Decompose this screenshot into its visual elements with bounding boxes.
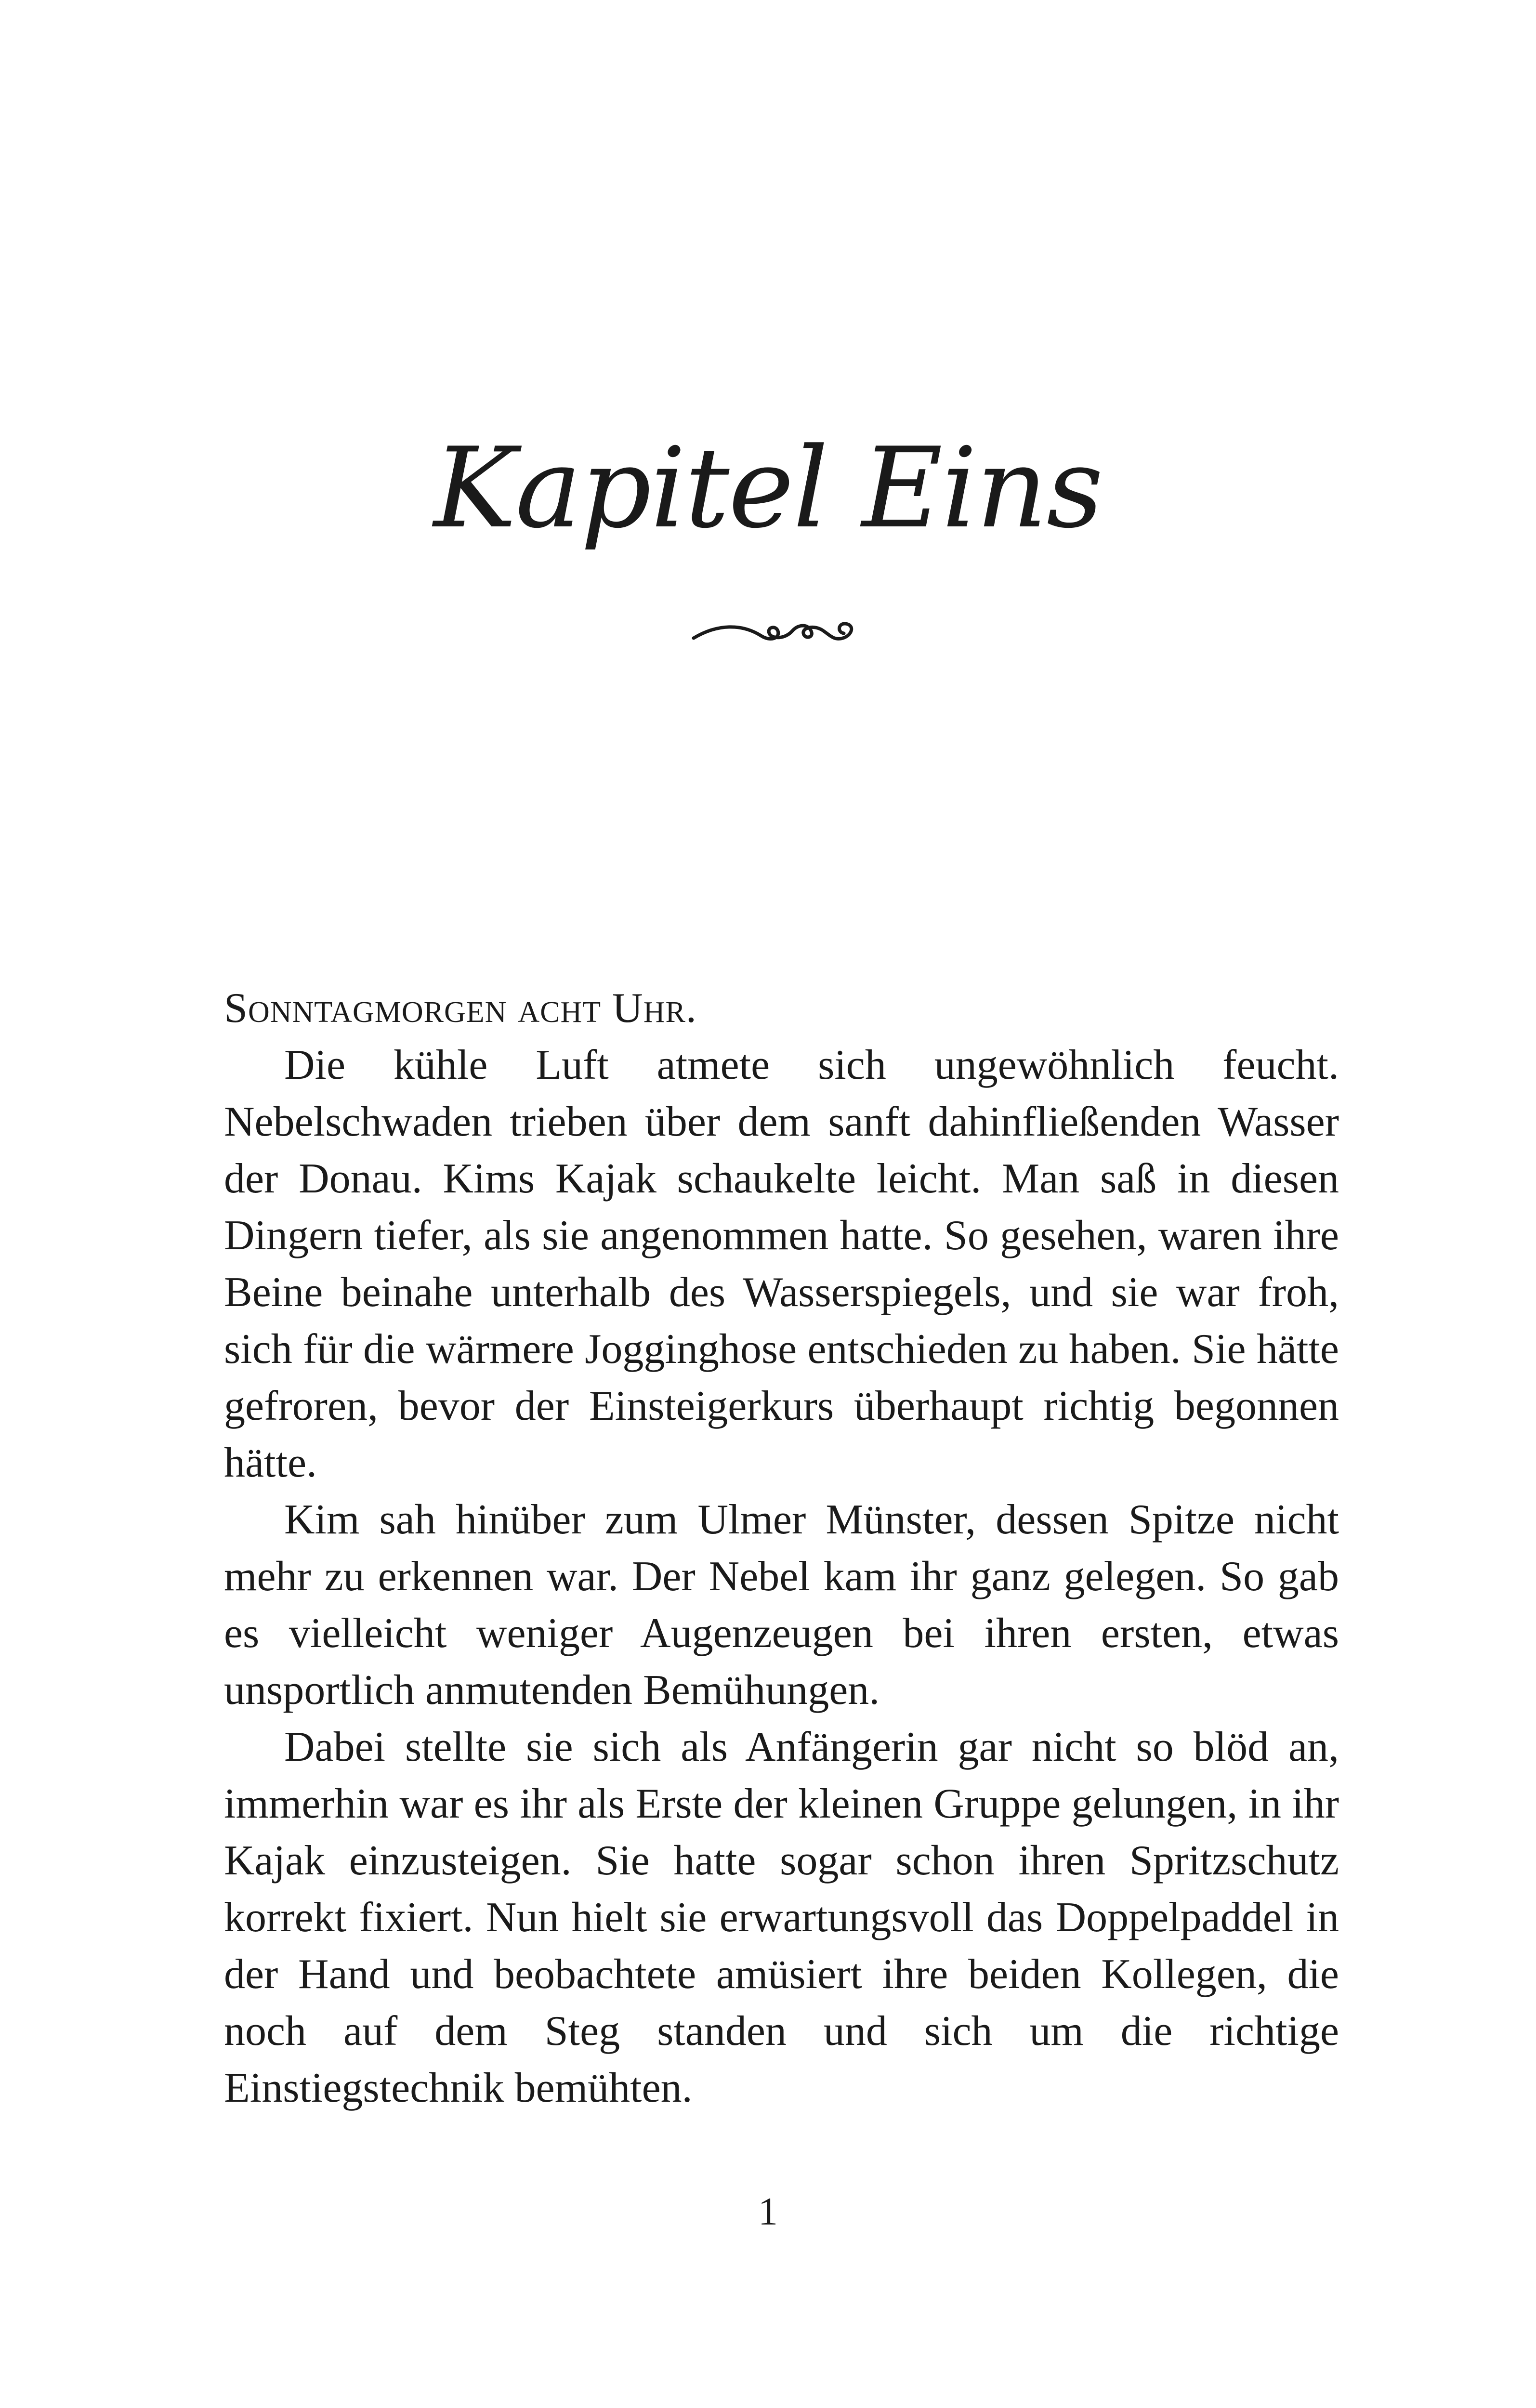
chapter-title: Kapitel Eins xyxy=(433,424,1103,553)
paragraph: Dabei stellte sie sich als Anfängerin gar nicht so blöd an, immerhin war es ihr als Erste der kleinen Gruppe gelungen, in ihr Kajak einzusteigen. Sie hatte sogar schon ihren Spritzschutz korrekt fixiert. Nun hielt sie erwartungsvoll das Doppelpaddel in der Hand und beobachtete amüsiert ihre beiden Kollegen, die noch auf dem Steg standen und sich um die richtige Einstiegstechnik bemühten. xyxy=(224,1724,1339,2111)
paragraph: Kim sah hinüber zum Ulmer Münster, dessen Spitze nicht mehr zu erkennen war. Der Nebel kam ihr ganz gelegen. So gab es vielleicht weniger Augenzeugen bei ihren ersten, etwas unsportlich anmutenden Bemühungen. xyxy=(224,1496,1339,1714)
opening-line xyxy=(224,980,1339,1037)
opening-smallcaps: Sonntagmorgen acht Uhr. xyxy=(224,985,697,1032)
chapter-body-text xyxy=(224,980,1339,2117)
paragraph: Die kühle Luft atmete sich ungewöhnlich feucht. Nebelschwaden trieben über dem sanft dahinfließenden Wasser der Donau. Kims Kajak schaukelte leicht. Man saß in diesen Dingern tiefer, als sie angenommen hatte. So gesehen, waren ihre Beine beinahe unterhalb des Wasserspiegels, und sie war froh, sich für die wärmere Jogginghose entschieden zu haben. Sie hätte gefroren, bevor der Einsteigerkurs überhaupt richtig begonnen hätte. xyxy=(224,1042,1339,1486)
flourish-ornament-icon xyxy=(689,609,872,653)
page-number: 1 xyxy=(758,2189,778,2233)
